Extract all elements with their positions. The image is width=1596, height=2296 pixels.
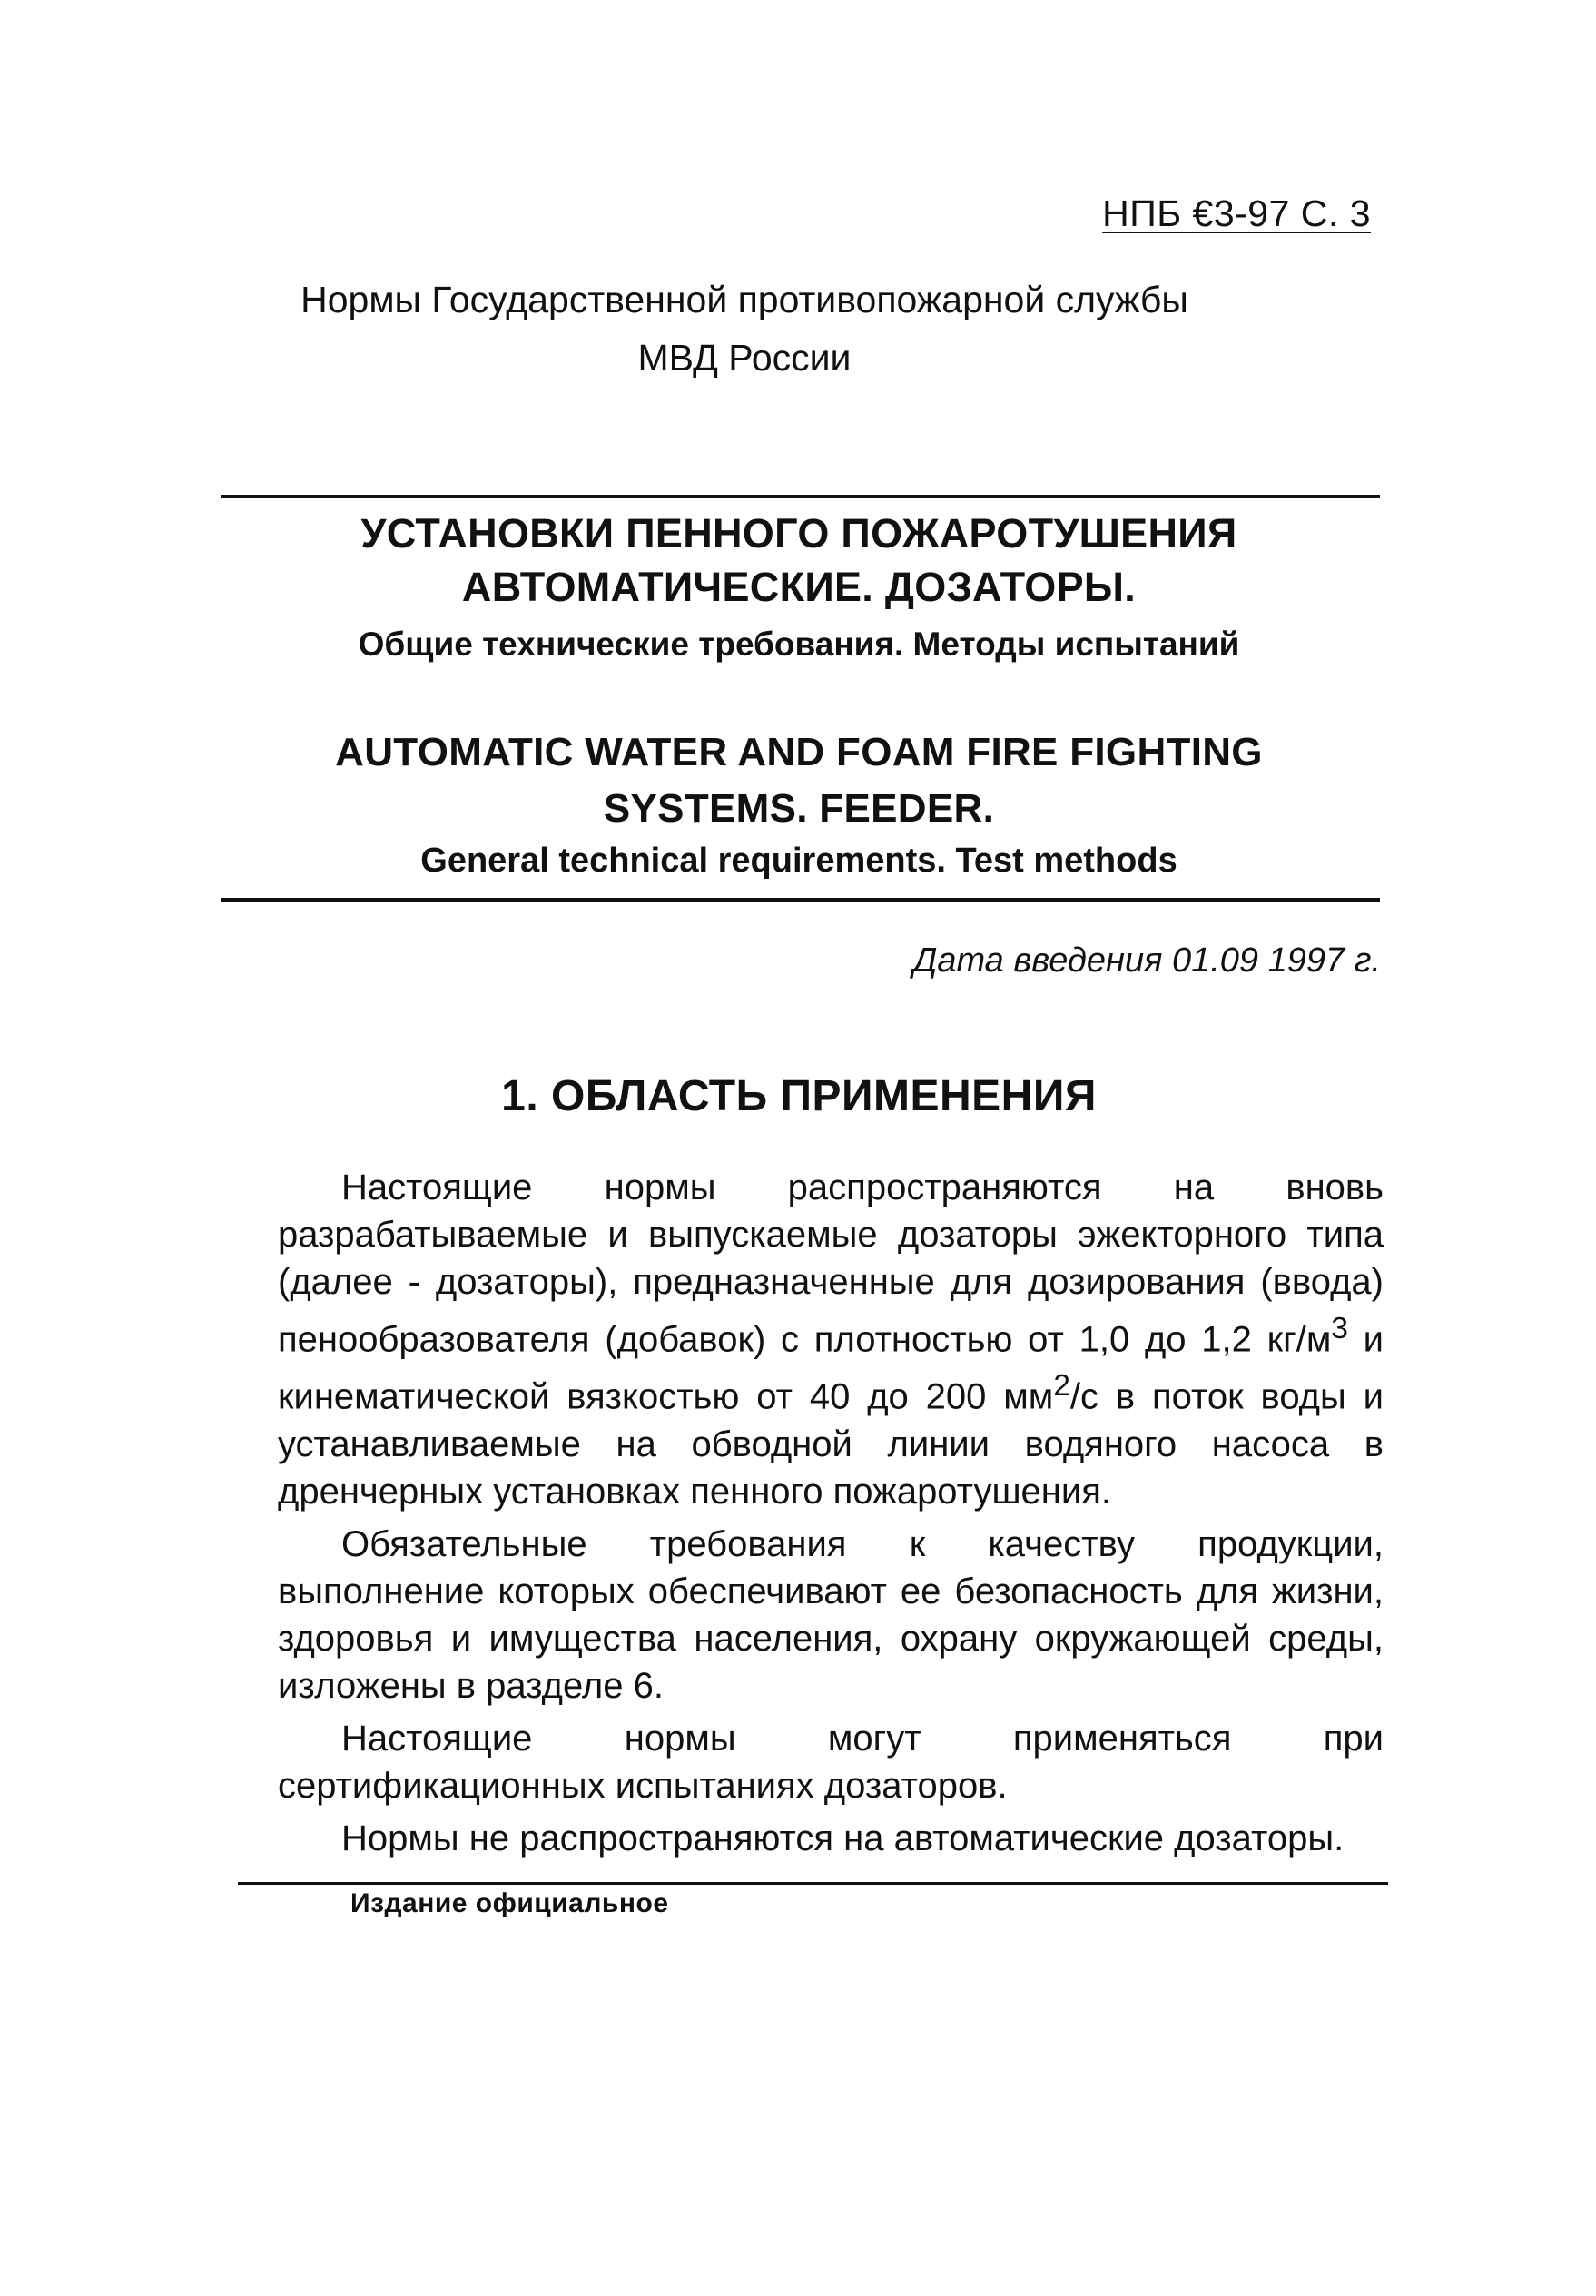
authority-line-2: МВД России <box>637 337 852 379</box>
superscript-square: 2 <box>1053 1369 1070 1404</box>
paragraph-exclusion: Нормы не распространяются на автоматические дозаторы. <box>341 1818 1345 1858</box>
paragraph-scope <box>278 1164 1384 1515</box>
title-top-rule <box>221 495 1380 498</box>
paragraph-mandatory-requirements: Обязательные требования к качеству продукции, выполнение которых обеспечивают ее безопасность для жизни, здоровья и имущества населения, охрану окружающей среды, изложены в разделе 6. <box>278 1523 1384 1706</box>
footer-rule <box>238 1882 1388 1885</box>
section-heading: 1. ОБЛАСТЬ ПРИМЕНЕНИЯ <box>501 1072 1097 1120</box>
title-bottom-rule <box>221 898 1380 902</box>
paragraph-certification: Настоящие нормы могут применяться при сертификационных испытаниях дозаторов. <box>278 1718 1384 1806</box>
introduction-date: Дата введения 01.09 1997 г. <box>912 941 1381 980</box>
edition-note: Издание официальное <box>350 1888 669 1918</box>
authority-line-1: Нормы Государственной противопожарной службы <box>300 279 1188 320</box>
paragraph-scope-part-2: и кинематической вязкостью от 40 до 200 мм <box>278 1319 1384 1417</box>
title-english-line-2: SYSTEMS. FEEDER. <box>603 786 995 831</box>
superscript-cubic: 3 <box>1331 1312 1348 1345</box>
title-russian <box>272 507 1325 614</box>
paragraph-scope-part-1: Настоящие нормы распространяются на вновь разрабатываемые и выпускаемые дозаторы эжекторного типа (далее - дозаторы), предназначенные для дозирования (ввода) пенообразователя (добавок) с плотностью от 1,0 до 1,2 кг/м <box>278 1168 1384 1360</box>
title-english-line-1: AUTOMATIC WATER AND FOAM FIRE FIGHTING <box>335 730 1263 774</box>
title-russian-line-2: АВТОМАТИЧЕСКИЕ. ДОЗАТОРЫ. <box>461 564 1137 610</box>
subtitle-english: General technical requirements. Test methods <box>420 842 1177 880</box>
document-reference-header: НПБ €3-97 С. 3 <box>1102 192 1371 234</box>
title-english <box>272 724 1325 837</box>
paragraph-scope-part-3: /с в поток воды и устанавливаемые на обводной линии водяного насоса в дренчерных установках пенного пожаротушения. <box>278 1376 1384 1512</box>
title-russian-line-1: УСТАНОВКИ ПЕННОГО ПОЖАРОТУШЕНИЯ <box>360 510 1237 557</box>
section-body <box>278 1164 1384 1862</box>
issuing-authority <box>272 271 1217 387</box>
subtitle-russian: Общие технические требования. Методы испытаний <box>358 626 1240 663</box>
